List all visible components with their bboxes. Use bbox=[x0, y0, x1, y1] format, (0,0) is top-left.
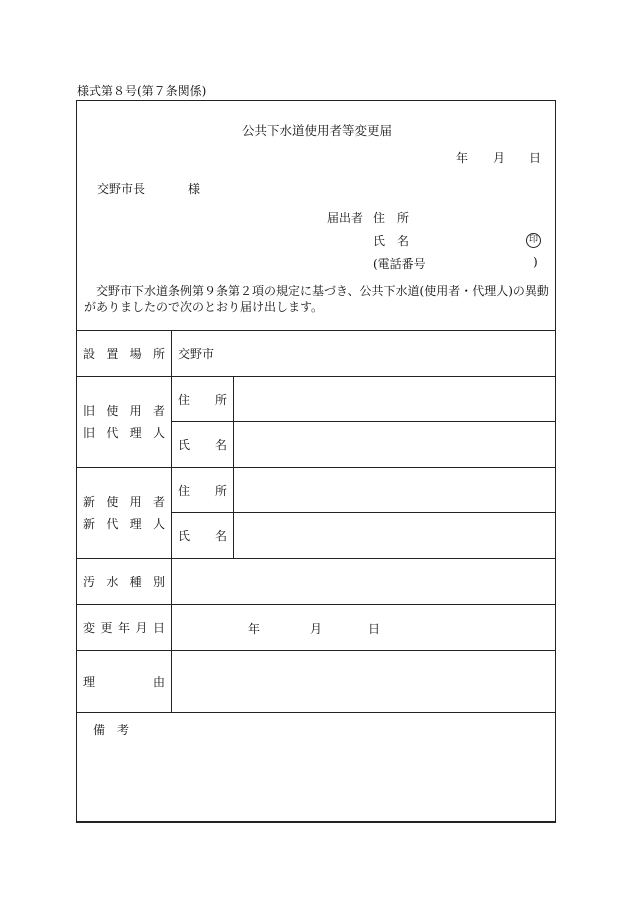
remarks-row bbox=[77, 713, 556, 823]
date-month-label: 月 bbox=[493, 151, 506, 165]
form-number-label: 様式第８号(第７条関係) bbox=[77, 84, 207, 98]
new-user-address-row bbox=[77, 468, 556, 513]
sewage-type-label: 汚 水 種 別 bbox=[77, 559, 172, 605]
old-user-address-row bbox=[77, 377, 556, 422]
date-day-label: 日 bbox=[529, 151, 542, 165]
remarks-label: 備 考 bbox=[93, 723, 130, 737]
notification-form bbox=[76, 100, 556, 822]
change-date-label: 変 更 年 月 日 bbox=[77, 605, 172, 651]
remarks-field[interactable] bbox=[77, 713, 556, 823]
location-label: 設 置 場 所 bbox=[77, 331, 172, 377]
form-table bbox=[76, 330, 556, 823]
change-date-row bbox=[77, 605, 556, 651]
seal-mark-icon: 印 bbox=[526, 233, 541, 248]
phone-label: (電話番号 bbox=[373, 257, 426, 271]
sewage-type-field[interactable] bbox=[172, 559, 556, 605]
location-value-field[interactable] bbox=[172, 331, 556, 377]
new-user-label: 新 使 用 者 新 代 理 人 bbox=[77, 468, 172, 559]
old-address-field[interactable] bbox=[234, 377, 556, 422]
old-user-label: 旧 使 用 者 旧 代 理 人 bbox=[77, 377, 172, 468]
location-row bbox=[77, 331, 556, 377]
new-address-label: 住 所 bbox=[172, 468, 234, 513]
statement-text: 交野市下水道条例第９条第２項の規定に基づき、公共下水道(使用者・代理人)の異動がありましたので次のとおり届け出します。 bbox=[84, 284, 549, 314]
notifier-name-label: 氏 名 bbox=[373, 234, 410, 248]
new-address-field[interactable] bbox=[234, 468, 556, 513]
new-name-label: 氏 名 bbox=[172, 513, 234, 559]
change-date-year: 年 bbox=[248, 622, 261, 636]
notifier-label: 届出者 bbox=[327, 211, 364, 225]
reason-label: 理 由 bbox=[77, 651, 172, 713]
change-date-day: 日 bbox=[368, 622, 381, 636]
phone-close-paren: ) bbox=[533, 255, 538, 269]
change-date-month: 月 bbox=[310, 622, 323, 636]
addressee-name: 交野市長 bbox=[97, 182, 146, 196]
form-title: 公共下水道使用者等変更届 bbox=[241, 123, 392, 138]
old-name-label: 氏 名 bbox=[172, 422, 234, 468]
old-name-field[interactable] bbox=[234, 422, 556, 468]
old-address-label: 住 所 bbox=[172, 377, 234, 422]
change-date-field[interactable] bbox=[172, 605, 556, 651]
location-value: 交野市 bbox=[178, 347, 215, 361]
sewage-type-row bbox=[77, 559, 556, 605]
date-year-label: 年 bbox=[456, 151, 469, 165]
addressee-suffix: 様 bbox=[188, 182, 201, 196]
notifier-address-label: 住 所 bbox=[373, 211, 410, 225]
reason-field[interactable] bbox=[172, 651, 556, 713]
reason-row bbox=[77, 651, 556, 713]
new-name-field[interactable] bbox=[234, 513, 556, 559]
